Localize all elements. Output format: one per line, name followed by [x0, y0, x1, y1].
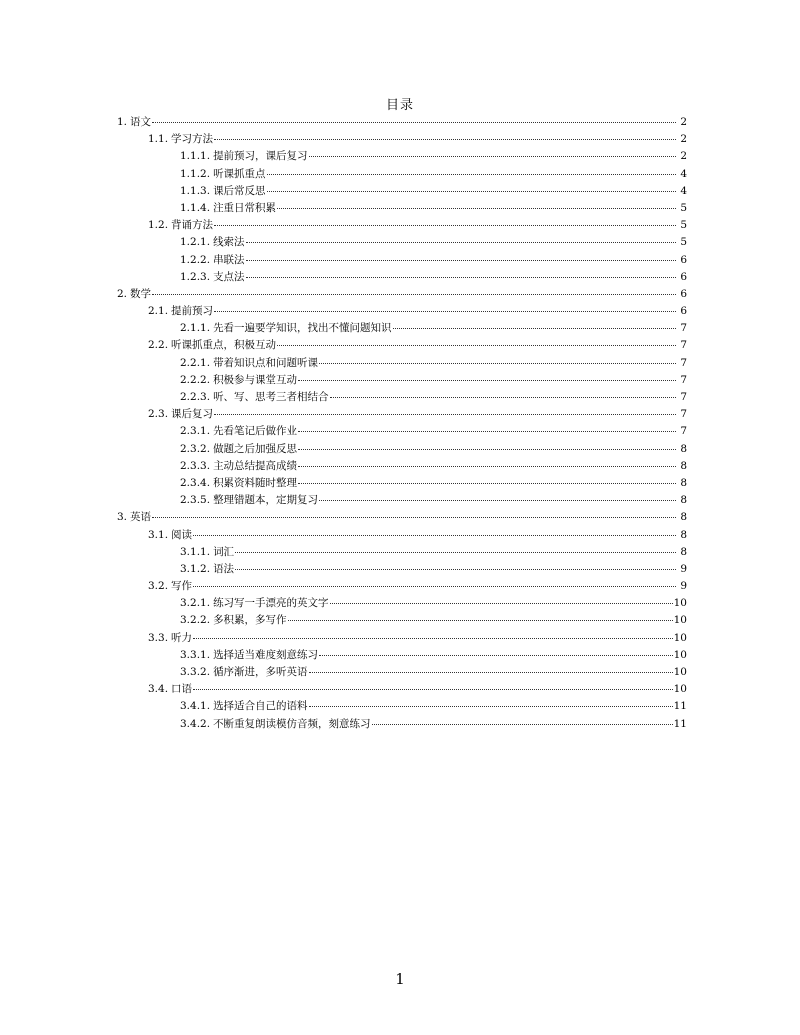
- toc-entry-number: 3.1.: [148, 528, 169, 541]
- toc-entry[interactable]: [117, 200, 687, 217]
- toc-leader-dots: [298, 440, 676, 450]
- toc-entry[interactable]: [117, 630, 687, 647]
- toc-entry-title: 带着知识点和问题听课: [213, 356, 319, 369]
- toc-entry[interactable]: [117, 286, 687, 303]
- toc-entry-page: 10: [673, 648, 687, 661]
- toc-entry-title: 英语: [130, 511, 152, 524]
- toc-entry-number: 1.2.: [148, 219, 169, 232]
- toc-entry[interactable]: [117, 303, 687, 320]
- toc-entry-title: 循序渐进，多听英语: [213, 666, 308, 678]
- toc-leader-dots: [214, 302, 676, 312]
- toc-leader-dots: [235, 560, 676, 570]
- toc-entry-number: 1.2.1.: [180, 236, 211, 249]
- toc-entry-number: 2.3.5.: [180, 494, 211, 507]
- toc-entry[interactable]: [117, 595, 687, 612]
- toc-entry-number: 3.2.1.: [180, 597, 211, 610]
- toc-entry-title: 阅读: [171, 528, 193, 541]
- toc-entry[interactable]: [117, 234, 687, 251]
- toc-entry-page: 6: [680, 287, 687, 300]
- toc-entry-page: 11: [673, 700, 687, 713]
- page-number: 1: [395, 970, 405, 988]
- toc-entry-number: 3.2.: [148, 580, 169, 593]
- toc-entry-page: 7: [680, 322, 687, 335]
- toc-entry-title: 课后常反思: [213, 184, 266, 197]
- toc-entry[interactable]: [117, 252, 687, 269]
- toc-entry-page: 2: [680, 116, 687, 128]
- toc-entry-page: 6: [680, 305, 687, 318]
- toc-leader-dots: [267, 165, 676, 175]
- toc-entry[interactable]: [117, 217, 687, 234]
- toc-entry-number: 3.3.2.: [180, 666, 211, 678]
- toc-entry-title: 数学: [130, 287, 152, 300]
- toc-title: 目录: [385, 98, 414, 113]
- toc-entry-number: 3.1.1.: [180, 545, 211, 558]
- toc-entry-number: 2.2.3.: [180, 391, 211, 403]
- toc-entry-page: 11: [673, 717, 687, 730]
- toc-entry-page: 8: [680, 528, 687, 541]
- toc-entry[interactable]: [117, 561, 687, 578]
- toc-leader-dots: [288, 611, 673, 621]
- toc-entry-page: 8: [680, 442, 687, 455]
- toc-entry-number: 3.1.2.: [180, 562, 211, 575]
- toc-entry-title: 串联法: [213, 253, 245, 266]
- toc-leader-dots: [298, 474, 676, 484]
- toc-entry-number: 3.: [117, 511, 128, 524]
- toc-entry-title: 学习方法: [171, 133, 214, 146]
- toc-entry-title: 背诵方法: [171, 219, 214, 232]
- toc-entry-title: 主动总结提高成绩: [213, 459, 298, 472]
- toc-entry-page: 6: [680, 253, 687, 266]
- toc-leader-dots: [372, 715, 673, 725]
- toc-entry[interactable]: [117, 716, 687, 733]
- toc-entry-number: 1.: [117, 116, 128, 128]
- toc-entry[interactable]: [117, 527, 687, 544]
- toc-entry-title: 选择适当难度刻意练习: [213, 648, 319, 661]
- toc-entry-page: 7: [680, 373, 687, 386]
- toc-leader-dots: [309, 147, 676, 157]
- toc-leader-dots: [214, 216, 676, 226]
- toc-entry-number: 2.1.1.: [180, 322, 211, 335]
- toc-entry-page: 10: [673, 683, 687, 696]
- toc-entry[interactable]: [117, 544, 687, 561]
- toc-leader-dots: [319, 354, 676, 364]
- toc-entry-page: 6: [680, 270, 687, 283]
- toc-entry-number: 1.2.2.: [180, 253, 211, 266]
- toc-entry-number: 1.1.: [148, 133, 169, 146]
- toc-entry[interactable]: [117, 114, 687, 131]
- toc-entry-number: 2.2.: [148, 339, 169, 352]
- toc-entry-number: 2.3.2.: [180, 442, 211, 455]
- toc-leader-dots: [393, 319, 676, 329]
- toc-entry-title: 积累资料随时整理: [213, 476, 298, 489]
- toc-entry[interactable]: [117, 647, 687, 664]
- toc-entry[interactable]: [117, 337, 687, 354]
- toc-leader-dots: [193, 629, 673, 639]
- toc-entry-title: 听、写、思考三者相结合: [213, 391, 329, 403]
- table-of-contents: [117, 114, 687, 733]
- toc-entry-page: 5: [680, 219, 687, 232]
- toc-entry-title: 语法: [213, 562, 235, 575]
- toc-entry-page: 9: [680, 580, 687, 593]
- toc-entry-title: 提前预习，课后复习: [213, 150, 308, 163]
- toc-entry-number: 2.2.1.: [180, 356, 211, 369]
- toc-entry-title: 语文: [130, 116, 152, 128]
- toc-entry-title: 多积累，多写作: [213, 614, 287, 627]
- toc-entry-page: 2: [680, 133, 687, 146]
- toc-entry-page: 10: [673, 614, 687, 627]
- toc-entry-number: 3.2.2.: [180, 614, 211, 627]
- toc-entry[interactable]: [117, 664, 687, 681]
- toc-entry[interactable]: [117, 612, 687, 629]
- toc-entry[interactable]: [117, 131, 687, 148]
- toc-entry[interactable]: [117, 492, 687, 509]
- toc-entry-number: 3.4.1.: [180, 700, 211, 713]
- toc-entry[interactable]: [117, 423, 687, 440]
- toc-leader-dots: [193, 680, 673, 690]
- toc-leader-dots: [152, 508, 676, 518]
- toc-entry-page: 2: [680, 150, 687, 163]
- toc-entry-title: 听力: [171, 631, 193, 644]
- toc-entry-title: 选择适合自己的语料: [213, 700, 308, 713]
- toc-leader-dots: [298, 422, 676, 432]
- toc-entry-title: 不断重复朗读模仿音频，刻意练习: [213, 717, 371, 730]
- toc-entry-page: 7: [680, 425, 687, 438]
- toc-entry[interactable]: [117, 372, 687, 389]
- toc-entry-title: 写作: [171, 580, 193, 593]
- toc-leader-dots: [235, 543, 676, 553]
- toc-entry[interactable]: [117, 509, 687, 526]
- toc-entry[interactable]: [117, 578, 687, 595]
- toc-entry-number: 1.1.1.: [180, 150, 211, 163]
- toc-entry-number: 2.3.1.: [180, 425, 211, 438]
- toc-entry-page: 4: [680, 167, 687, 180]
- toc-entry-title: 整理错题本，定期复习: [213, 494, 319, 507]
- toc-entry-page: 8: [680, 494, 687, 507]
- toc-entry-number: 3.4.2.: [180, 717, 211, 730]
- toc-entry-number: 1.1.2.: [180, 167, 211, 180]
- toc-entry[interactable]: [117, 458, 687, 475]
- toc-leader-dots: [277, 336, 676, 346]
- toc-entry-number: 2.3.: [148, 408, 169, 421]
- toc-entry-title: 支点法: [213, 270, 245, 283]
- toc-entry-number: 1.1.4.: [180, 201, 211, 214]
- toc-leader-dots: [152, 113, 676, 123]
- toc-entry-number: 1.2.3.: [180, 270, 211, 283]
- toc-leader-dots: [319, 491, 676, 501]
- toc-leader-dots: [152, 285, 676, 295]
- toc-entry-number: 2.2.2.: [180, 373, 211, 386]
- toc-entry-page: 10: [673, 666, 687, 678]
- toc-entry-page: 8: [680, 459, 687, 472]
- toc-entry-number: 2.1.: [148, 305, 169, 318]
- toc-entry-title: 口语: [171, 683, 193, 696]
- toc-entry-title: 词汇: [213, 545, 235, 558]
- toc-entry-title: 积极参与课堂互动: [213, 373, 298, 386]
- toc-entry[interactable]: [117, 269, 687, 286]
- toc-leader-dots: [214, 130, 676, 140]
- toc-entry-number: 3.3.1.: [180, 648, 211, 661]
- toc-leader-dots: [330, 594, 673, 604]
- toc-entry-title: 先看一遍要学知识，找出不懂问题知识: [213, 322, 392, 335]
- toc-entry-number: 2.3.4.: [180, 476, 211, 489]
- toc-entry[interactable]: [117, 166, 687, 183]
- toc-leader-dots: [298, 457, 676, 467]
- toc-entry-page: 10: [673, 631, 687, 644]
- toc-entry-page: 10: [673, 597, 687, 610]
- toc-leader-dots: [267, 182, 676, 192]
- toc-entry-number: 1.1.3.: [180, 184, 211, 197]
- toc-leader-dots: [319, 646, 673, 656]
- toc-entry-number: 2.3.3.: [180, 459, 211, 472]
- toc-leader-dots: [277, 199, 676, 209]
- toc-leader-dots: [193, 526, 676, 536]
- toc-entry-page: 4: [680, 184, 687, 197]
- toc-entry[interactable]: [117, 406, 687, 423]
- toc-entry-title: 听课抓重点，积极互动: [171, 339, 277, 352]
- toc-leader-dots: [214, 405, 676, 415]
- toc-entry-number: 3.4.: [148, 683, 169, 696]
- toc-leader-dots: [298, 371, 676, 381]
- toc-entry-page: 5: [680, 236, 687, 249]
- toc-entry-page: 8: [680, 545, 687, 558]
- toc-entry[interactable]: [117, 441, 687, 458]
- toc-leader-dots: [246, 268, 676, 278]
- toc-entry-title: 线索法: [213, 236, 245, 249]
- toc-entry-title: 先看笔记后做作业: [213, 425, 298, 438]
- toc-entry-page: 9: [680, 562, 687, 575]
- toc-entry-page: 7: [680, 408, 687, 421]
- toc-entry-title: 做题之后加强反思: [213, 442, 298, 455]
- toc-entry[interactable]: [117, 698, 687, 715]
- toc-leader-dots: [309, 663, 673, 673]
- toc-entry[interactable]: [117, 183, 687, 200]
- toc-leader-dots: [330, 388, 676, 398]
- toc-entry-page: 8: [680, 511, 687, 524]
- toc-entry-title: 提前预习: [171, 305, 214, 318]
- toc-entry-page: 7: [680, 339, 687, 352]
- toc-entry-number: 3.3.: [148, 631, 169, 644]
- toc-leader-dots: [246, 251, 676, 261]
- toc-entry-title: 注重日常积累: [213, 201, 277, 214]
- toc-entry-number: 2.: [117, 287, 128, 300]
- toc-entry-page: 7: [680, 356, 687, 369]
- toc-entry-page: 7: [680, 391, 687, 403]
- toc-entry-page: 8: [680, 476, 687, 489]
- toc-leader-dots: [309, 697, 673, 707]
- toc-leader-dots: [193, 577, 676, 587]
- toc-entry-title: 课后复习: [171, 408, 214, 421]
- toc-leader-dots: [246, 233, 676, 243]
- toc-entry-title: 听课抓重点: [213, 167, 266, 180]
- toc-entry[interactable]: [117, 389, 687, 406]
- toc-entry[interactable]: [117, 355, 687, 372]
- toc-entry[interactable]: [117, 475, 687, 492]
- toc-entry[interactable]: [117, 320, 687, 337]
- toc-entry-page: 5: [680, 201, 687, 214]
- toc-entry[interactable]: [117, 148, 687, 165]
- toc-entry-title: 练习写一手漂亮的英文字: [213, 597, 329, 610]
- toc-entry[interactable]: [117, 681, 687, 698]
